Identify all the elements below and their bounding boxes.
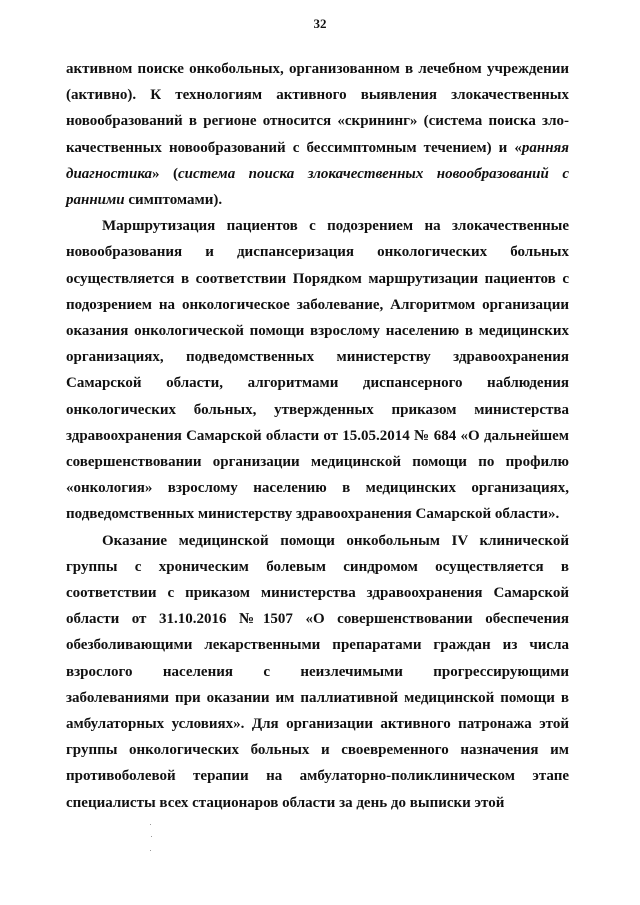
early-diagnostics-term: ранняя диагностика: [66, 139, 569, 182]
paragraph-1-text-part-3: симптомами).: [124, 192, 223, 209]
page-number: 32: [313, 16, 327, 31]
scan-speck: [150, 824, 151, 825]
paragraph-active-detection: [66, 56, 569, 213]
paragraph-palliative-care: Оказание медицинской помощи онкобольным IV клинической группы с хроническим болевым синдромом осуществляется в соответствии с приказом министерства здравоохранения Самарской области от 31.10.2016 №1507 «О совершенствовании обеспечения обезболивающими лекарственными препаратами граждан из числа взрослого населения с неизлечимыми прогрессирующими заболеваниями при оказании им паллиативной медицинской помощи в амбулаторных условиях». Для организации активного патронажа этой группы онкологических больных и своевременного назначения им противоболевой терапии на амбулаторно-поликлиническом этапе специалисты всех стационаров области за день до выписки этой: [66, 532, 569, 811]
document-body: [66, 56, 569, 816]
paragraph-patient-routing: Маршрутизация пациентов с подозрением на злокачественные новообразования и диспансеризация онкологических больных осуществляется в соответствии Порядком маршрутизации пациентов с подозрением на онкологическое заболевание, Алгоритмом организации оказания онкологической помощи взрослому населению в медицинских организациях, подведомственных министерству здравоохранения Самарской области, алгоритмами диспансерного наблюдения онкологических больных, утвержденных приказом министерства здравоохранения Самарской области от 15.05.2014 № 684 «О дальнейшем совершенствовании организации медицинской помощи по профилю «онкология» взрослому населению в медицинских организациях, подведомственных министерству здравоохранения Самарской области».: [66, 218, 569, 523]
scan-speck: [151, 836, 152, 837]
paragraph-1-text-part-1: активном поиске онкобольных, организованном в лечебном учреждении (активно). К технологиям активного выявления злокачественных новообразований в регионе относится «скрининг» (система поиска зло-качественных новообразований с бессимптомным течением) и «: [66, 61, 569, 156]
paragraph-1-italic-text: система поиска злокачественных новообразований с ранними: [66, 165, 569, 209]
paragraph-1-text-part-2: » (: [152, 165, 179, 182]
scan-speck: [150, 850, 151, 851]
